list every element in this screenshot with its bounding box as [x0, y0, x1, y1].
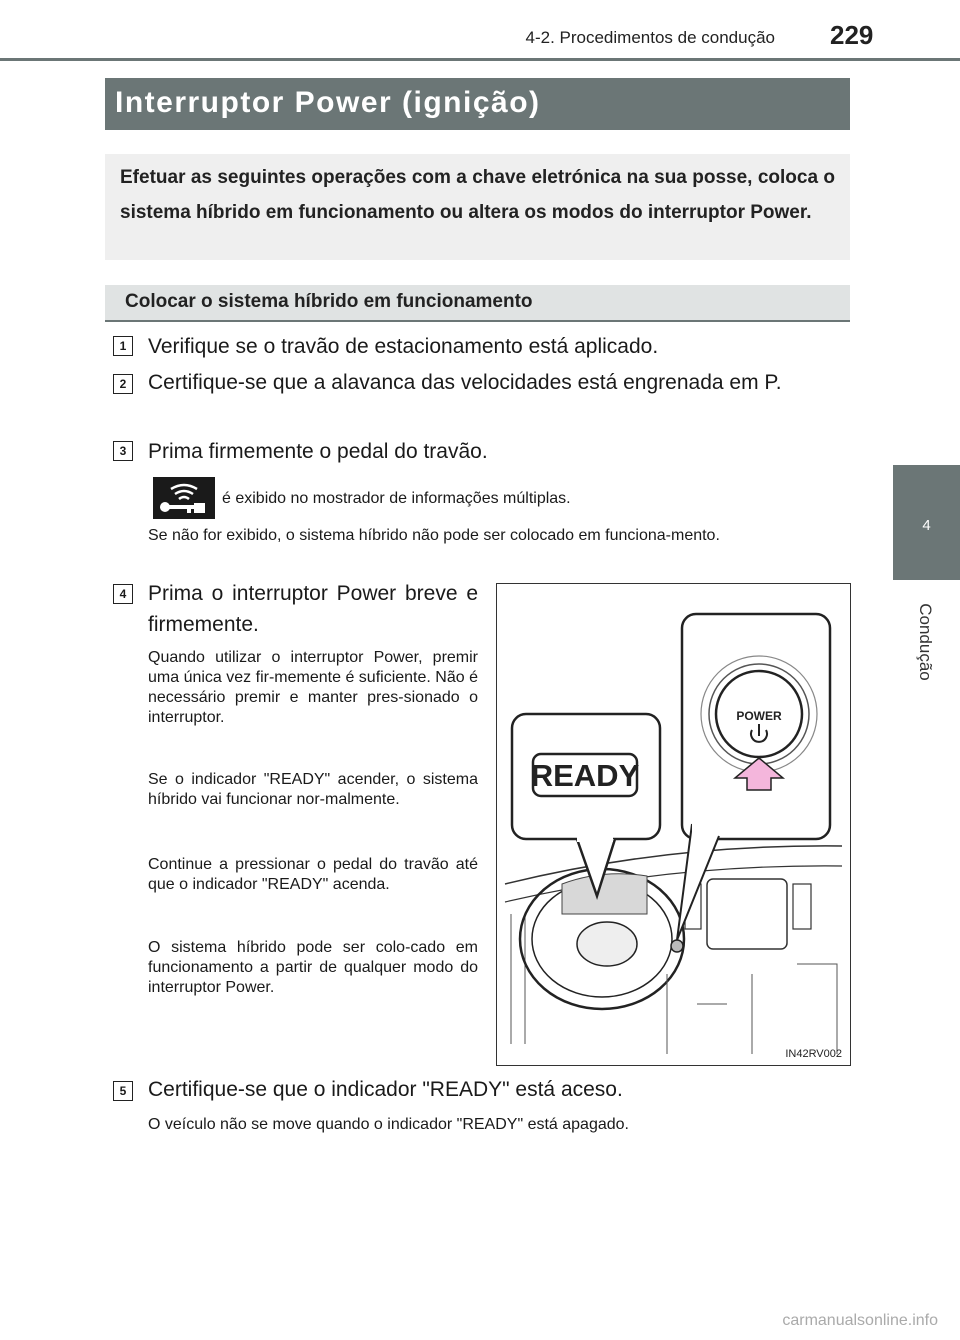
illustration-code: IN42RV002	[785, 1048, 842, 1060]
step-4-note-1: Quando utilizar o interruptor Power, premir uma única vez fir-memente é suficiente. Não é necessário premir e manter pres-sionado o interruptor.	[148, 649, 478, 726]
step-3-text: Prima firmemente o pedal do travão.	[148, 440, 488, 463]
hybrid-system-icon	[153, 477, 215, 519]
step-4-note-2: Se o indicador "READY" acender, o sistema híbrido vai funcionar nor-malmente.	[148, 771, 478, 808]
step-number-5: 5	[113, 1081, 133, 1101]
intro-text: Efetuar as seguintes operações com a chave eletrónica na sua posse, coloca o sistema híbrido em funcionamento ou altera os modos do interruptor Power.	[120, 167, 835, 223]
power-button-label: POWER	[736, 709, 782, 723]
subheading: Colocar o sistema híbrido em funcionamento	[125, 291, 533, 312]
step-number-1: 1	[113, 336, 133, 356]
section-path: 4-2. Procedimentos de condução	[525, 28, 775, 47]
step-4-note-4: O sistema híbrido pode ser colo-cado em funcionamento a partir de qualquer modo do interruptor Power.	[148, 939, 478, 996]
step-number-3: 3	[113, 441, 133, 461]
header-rule	[0, 58, 960, 61]
step-5-note: O veículo não se move quando o indicador "READY" está apagado.	[148, 1116, 629, 1133]
ready-indicator-label: READY	[530, 758, 640, 793]
chapter-number: 4	[922, 517, 931, 534]
watermark: carmanualsonline.info	[782, 1312, 938, 1329]
page-number: 229	[830, 20, 874, 50]
page-title: Interruptor Power (ignição)	[115, 86, 541, 119]
step-number-4: 4	[113, 584, 133, 604]
step-2-text: Certifique-se que a alavanca das velocidades está engrenada em P.	[148, 371, 782, 394]
step-3-note: Se não for exibido, o sistema híbrido não pode ser colocado em funciona-mento.	[148, 527, 720, 544]
step-4-note-3: Continue a pressionar o pedal do travão até que o indicador "READY" acenda.	[148, 856, 478, 893]
step-1-text: Verifique se o travão de estacionamento está aplicado.	[148, 335, 659, 358]
step-number-2: 2	[113, 374, 133, 394]
step-5-text: Certifique-se que o indicador "READY" está aceso.	[148, 1078, 623, 1101]
dashboard-illustration	[496, 583, 851, 1066]
chapter-label: Condução	[916, 603, 935, 681]
step-4-text: Prima o interruptor Power breve e firmemente.	[148, 582, 478, 636]
step-3-icon-note: é exibido no mostrador de informações múltiplas.	[222, 490, 571, 507]
dashboard-drawing	[497, 584, 850, 1065]
